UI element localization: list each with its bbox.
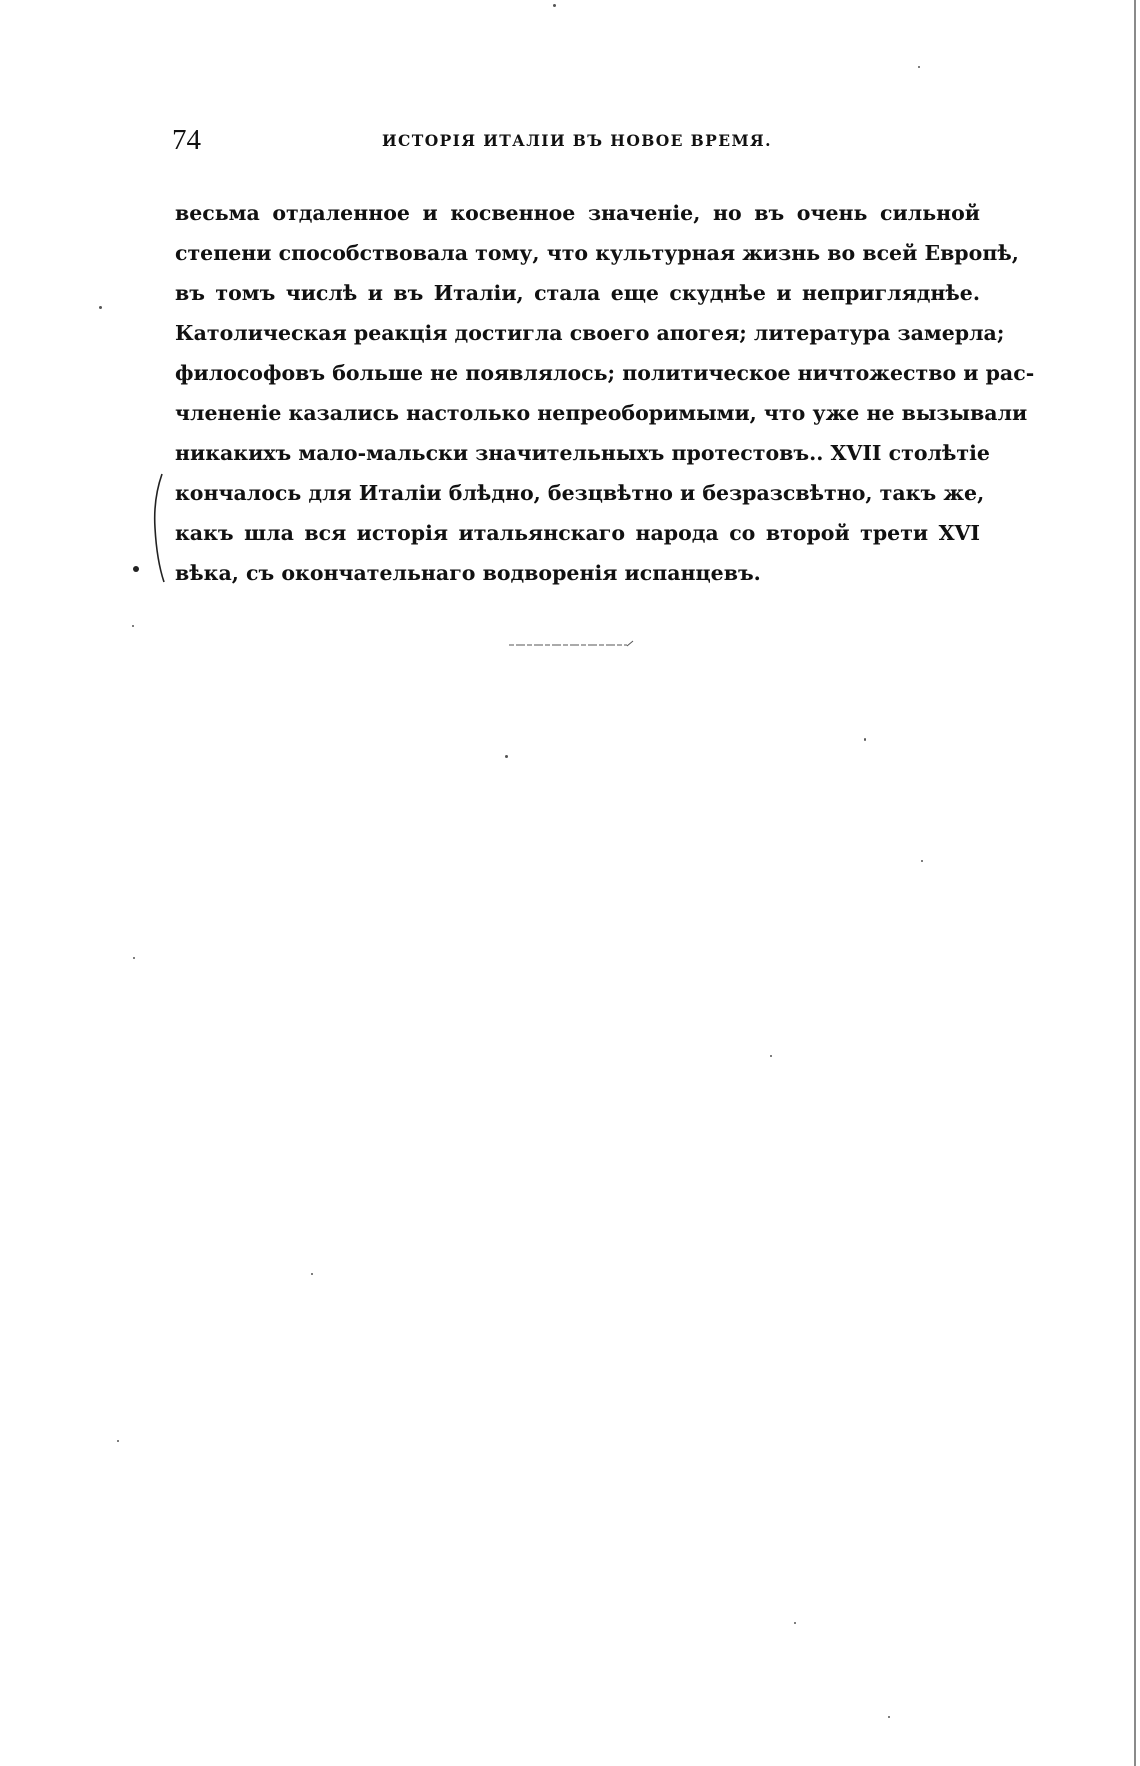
text-line: Католическая реакція достигла своего апогея; литература замерла; <box>175 321 1005 345</box>
scan-speck <box>311 1273 313 1275</box>
body-paragraph <box>175 193 1035 593</box>
text-line: степени способствовала тому, что культурная жизнь во всей Европѣ, <box>175 241 1019 265</box>
text-line: никакихъ мало-мальски значительныхъ протестовъ.. XVII столѣтіе <box>175 441 990 465</box>
text-line: члененіе казались настолько непреоборимыми, что уже не вызывали <box>175 401 1028 425</box>
scan-speck <box>918 66 920 68</box>
margin-bracket-mark <box>146 472 166 584</box>
end-rule-divider <box>509 640 634 648</box>
scan-speck <box>888 1716 890 1718</box>
scan-speck <box>553 4 556 7</box>
scan-speck <box>505 755 508 758</box>
scan-speck <box>864 738 866 741</box>
page-number: 74 <box>172 124 201 156</box>
text-line: весьма отдаленное и косвенное значеніе, но въ очень сильной <box>175 201 980 225</box>
scan-speck <box>770 1055 772 1057</box>
scan-speck <box>117 1440 119 1442</box>
margin-dot-mark <box>133 566 139 572</box>
text-line: кончалось для Италіи блѣдно, безцвѣтно и безразсвѣтно, такъ же, <box>175 481 985 505</box>
scan-speck <box>133 957 135 959</box>
text-line: какъ шла вся исторія итальянскаго народа со второй трети XVI <box>175 521 980 545</box>
text-line: вѣка, съ окончательнаго водворенія испанцевъ. <box>175 561 761 585</box>
scan-speck <box>794 1622 796 1624</box>
text-line: философовъ больше не появлялось; политическое ничтожество и рас- <box>175 361 1035 385</box>
running-title: ИСТОРІЯ ИТАЛІИ ВЪ НОВОЕ ВРЕМЯ. <box>382 131 772 150</box>
scan-speck <box>99 306 102 309</box>
scan-speck <box>921 860 923 862</box>
scan-speck <box>132 625 134 627</box>
text-line: въ томъ числѣ и въ Италіи, стала еще скуднѣе и непригляднѣе. <box>175 281 980 305</box>
scan-edge-line <box>1134 0 1136 1766</box>
